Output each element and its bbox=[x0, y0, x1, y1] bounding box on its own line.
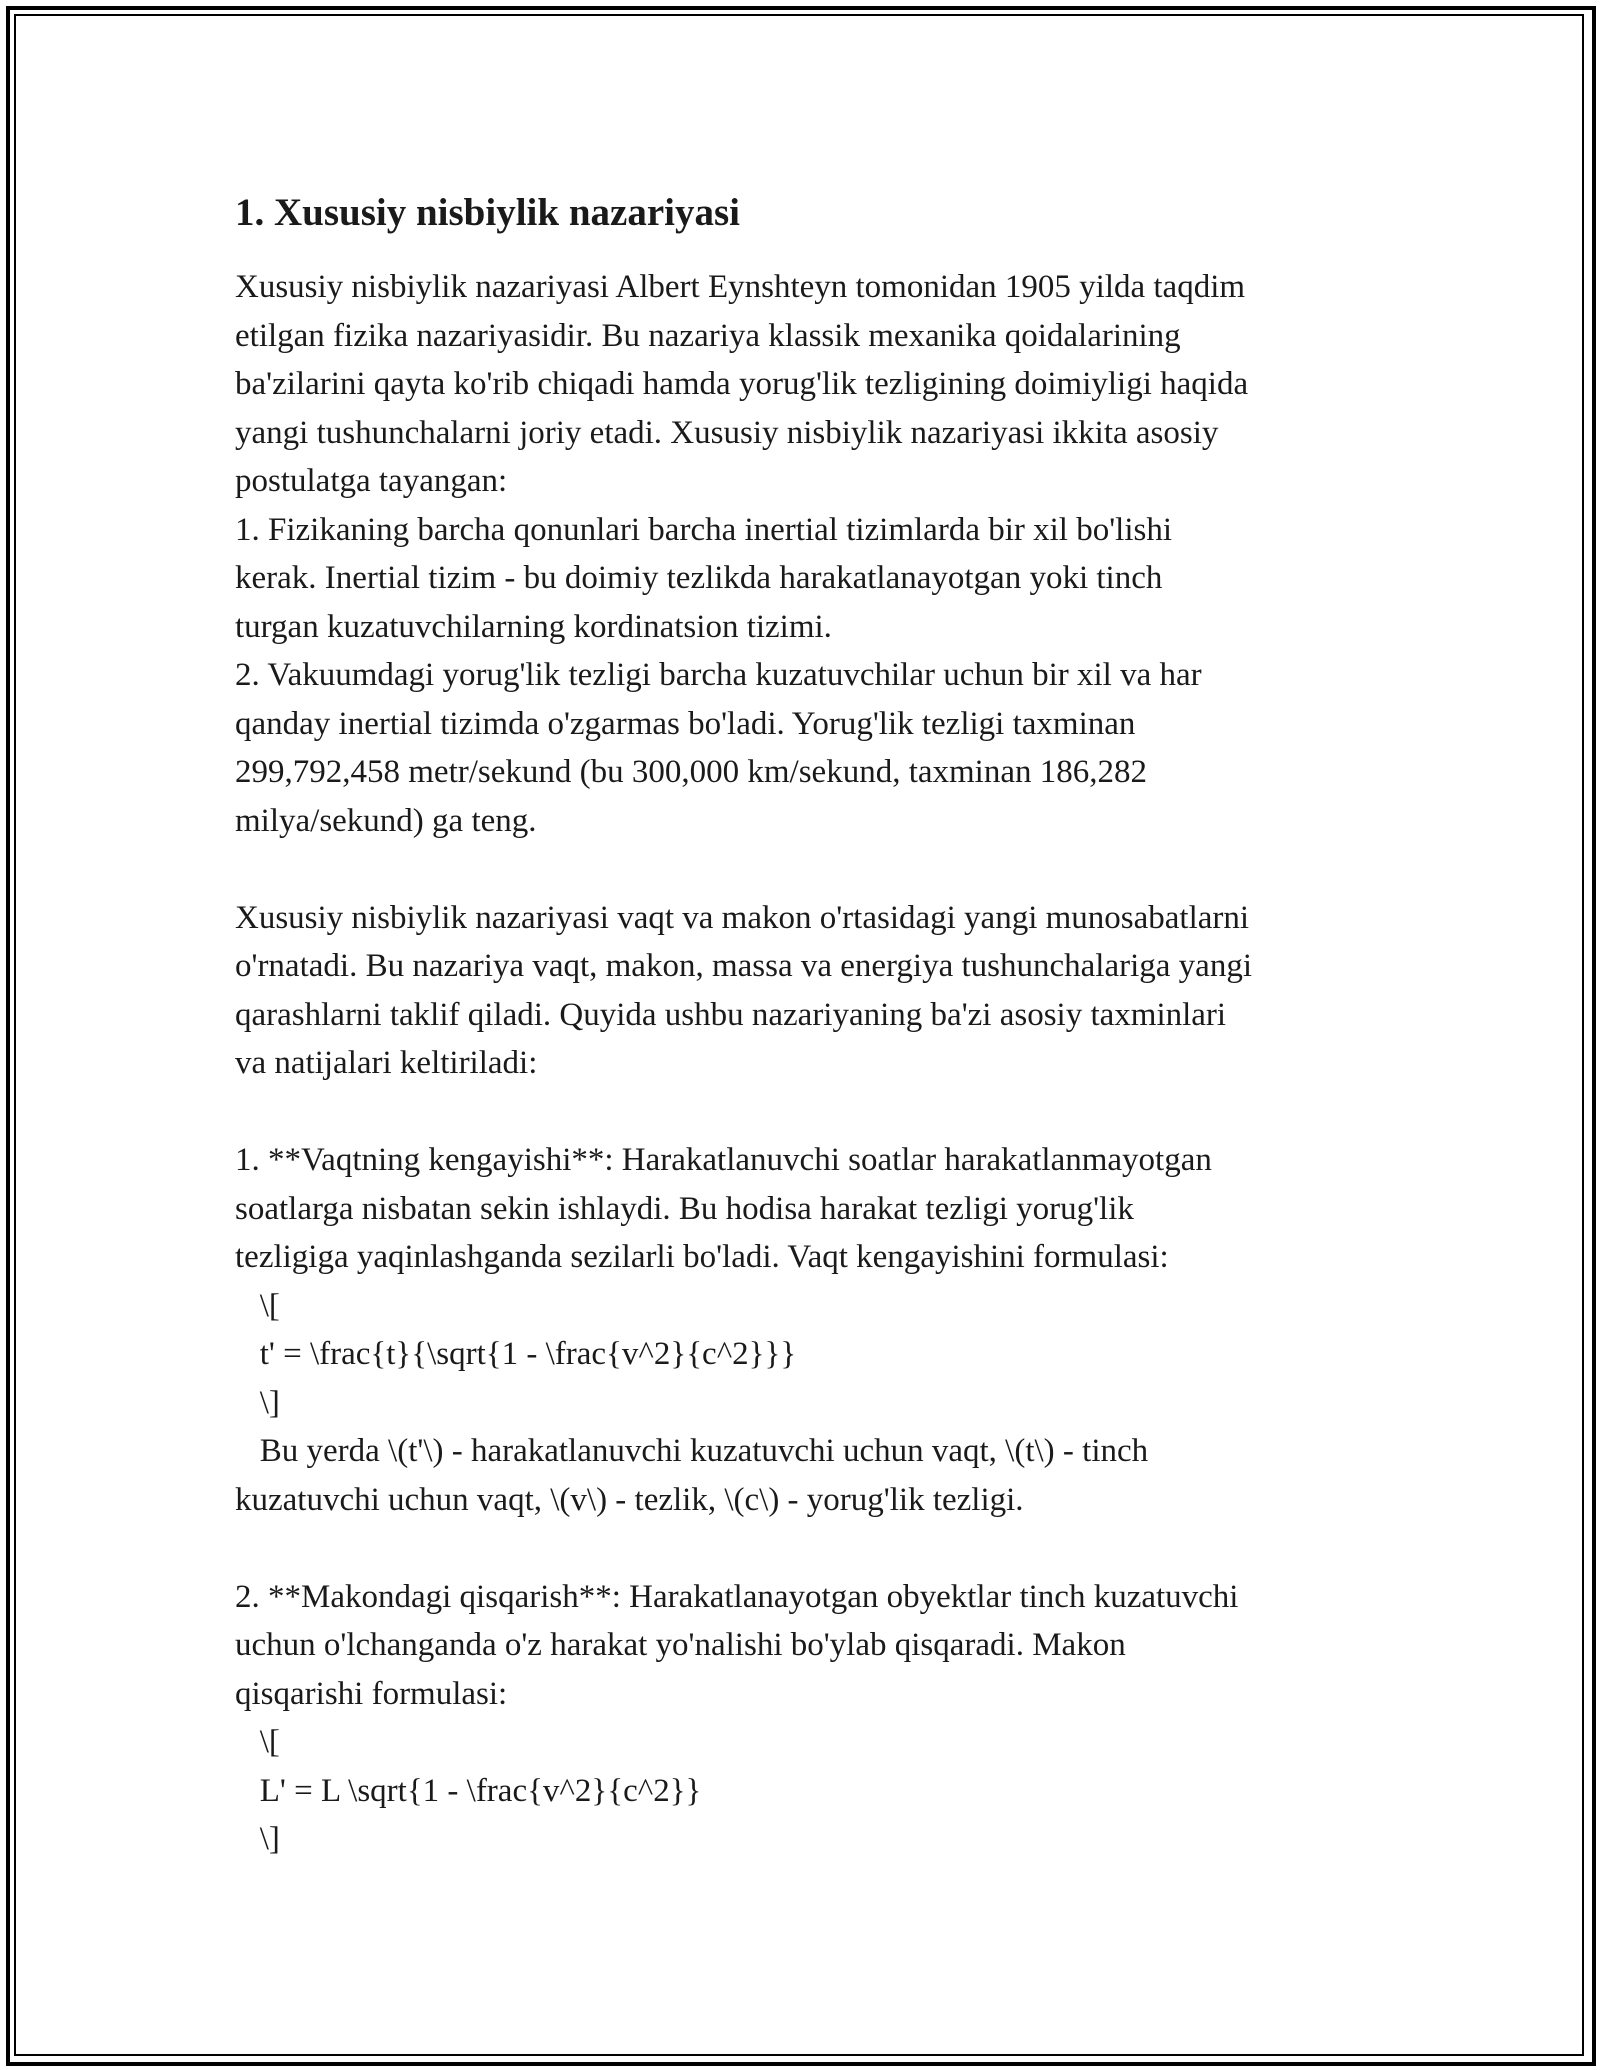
paragraph-gap bbox=[235, 1088, 1375, 1137]
formula-line: \] bbox=[235, 1821, 280, 1857]
text-line: qarashlarni taklif qiladi. Quyida ushbu nazariyaning ba'zi asosiy taxminlari bbox=[235, 996, 1227, 1033]
text-block bbox=[235, 263, 1375, 1864]
paragraph-gap bbox=[235, 1524, 1375, 1573]
text-line: va natijalari keltiriladi: bbox=[235, 1045, 538, 1081]
text-line: postulatga tayangan: bbox=[235, 463, 508, 499]
text-line: turgan kuzatuvchilarning kordinatsion tizimi. bbox=[235, 608, 832, 645]
text-line: 2. Vakuumdagi yorug'lik tezligi barcha kuzatuvchilar uchun bir xil va har bbox=[235, 657, 1202, 693]
text-line: 299,792,458 metr/sekund (bu 300,000 km/sekund, taxminan 186,282 bbox=[235, 754, 1147, 790]
text-line: Xususiy nisbiylik nazariyasi Albert Eynshteyn tomonidan 1905 yilda taqdim bbox=[235, 269, 1246, 305]
formula-line: L' = L \sqrt{1 - \frac{v^2}{c^2}} bbox=[235, 1772, 702, 1809]
text-line: 2. **Makondagi qisqarish**: Harakatlanayotgan obyektlar tinch kuzatuvchi bbox=[235, 1578, 1239, 1615]
text-line: 1. Fizikaning barcha qonunlari barcha inertial tizimlarda bir xil bo'lishi bbox=[235, 511, 1173, 548]
text-line: 1. **Vaqtning kengayishi**: Harakatlanuvchi soatlar harakatlanmayotgan bbox=[235, 1142, 1212, 1178]
text-line: Xususiy nisbiylik nazariyasi vaqt va makon o'rtasidagi yangi munosabatlarni bbox=[235, 899, 1250, 936]
text-line: kerak. Inertial tizim - bu doimiy tezlikda harakatlanayotgan yoki tinch bbox=[235, 560, 1163, 596]
formula-line: \[ bbox=[235, 1724, 280, 1760]
document-body bbox=[235, 185, 1375, 1864]
paragraph-gap bbox=[235, 845, 1375, 894]
text-line: kuzatuvchi uchun vaqt, \(v\) - tezlik, \(c\) - yorug'lik tezligi. bbox=[235, 1481, 1024, 1518]
formula-line: \] bbox=[235, 1384, 280, 1421]
text-line: ba'zilarini qayta ko'rib chiqadi hamda yorug'lik tezligining doimiyligi haqida bbox=[235, 366, 1249, 402]
text-line: yangi tushunchalarni joriy etadi. Xususiy nisbiylik nazariyasi ikkita asosiy bbox=[235, 414, 1219, 451]
text-line: qanday inertial tizimda o'zgarmas bo'ladi. Yorug'lik tezligi taxminan bbox=[235, 705, 1136, 742]
section-heading: 1. Xususiy nisbiylik nazariyasi bbox=[235, 191, 740, 234]
text-line: uchun o'lchanganda o'z harakat yo'nalishi bo'ylab qisqaradi. Makon bbox=[235, 1627, 1126, 1663]
text-line: o'rnatadi. Bu nazariya vaqt, makon, massa va energiya tushunchalariga yangi bbox=[235, 948, 1252, 984]
text-line: Bu yerda \(t'\) - harakatlanuvchi kuzatuvchi uchun vaqt, \(t\) - tinch bbox=[235, 1433, 1149, 1469]
text-line: tezligiga yaqinlashganda sezilarli bo'ladi. Vaqt kengayishini formulasi: bbox=[235, 1239, 1169, 1275]
text-line: etilgan fizika nazariyasidir. Bu nazariya klassik mexanika qoidalarining bbox=[235, 317, 1181, 354]
formula-line: \[ bbox=[235, 1287, 280, 1324]
formula-line: t' = \frac{t}{\sqrt{1 - \frac{v^2}{c^2}}} bbox=[235, 1336, 797, 1372]
text-line: qisqarishi formulasi: bbox=[235, 1675, 508, 1712]
text-line: milya/sekund) ga teng. bbox=[235, 802, 537, 839]
text-line: soatlarga nisbatan sekin ishlaydi. Bu hodisa harakat tezligi yorug'lik bbox=[235, 1190, 1134, 1227]
